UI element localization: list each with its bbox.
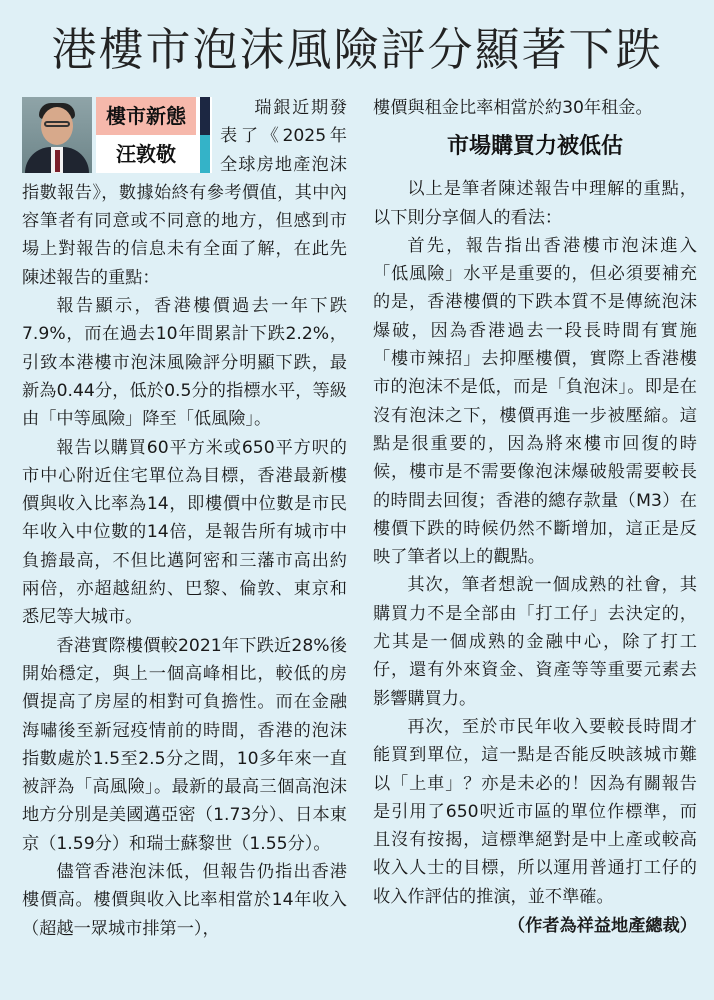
- tag-bar-navy: [200, 97, 210, 135]
- right-column: [373, 94, 697, 940]
- author-name: 汪敦敬: [116, 142, 176, 166]
- paragraph: 香港實際樓價較2021年下跌近28%後開始穩定，與上一個高峰相比，較低的房價提高了房屋的相對可負擔性。而在金融海嘯後至新冠疫情前的時間，香港的泡沫指數處於1.5至2.5分之間，10多年來一直被評為「高風險」。最新的最高三個高泡沫地方分別是美國邁亞密（1.73分）、日本東京（1.59分）和瑞士蘇黎世（1.55分）。: [22, 635, 347, 854]
- paragraph: 報告顯示，香港樓價過去一年下跌7.9%，而在過去10年間累計下跌2.2%，引致本港樓市泡沫風險評分明顯下跌，最新為0.44分，低於0.5分的指標水平，等級由「中等風險」降至「低風險」。: [22, 296, 347, 430]
- author-note: （作者為祥益地產總裁）: [507, 916, 697, 937]
- paragraph: 首先，報告指出香港樓市泡沫進入「低風險」水平是重要的，但必須要補充的是，香港樓價的下跌本質不是傳統泡沫爆破，因為香港過去一段長時間有實施「樓市辣招」去抑壓樓價，實際上香港樓市的泡沫不是低，而是「負泡沫」。即是在沒有泡沫之下，樓價再進一步被壓縮。這點是很重要的，因為將來樓市回復的時候，樓市是不需要像泡沫爆破般需要較長的時間去回復；香港的總存款量（M3）在樓價下跌的時候仍然不斷增加，這正是反映了筆者以上的觀點。: [373, 235, 697, 568]
- author-tie: [55, 150, 60, 172]
- paragraph: 以上是筆者陳述報告中理解的重點，以下則分享個人的看法：: [373, 179, 697, 228]
- paragraph: 瑞銀近期發表了《2025年全球房地產泡沫指數報告》，數據始終有參考價值，其中內容筆者有同意或不同意的地方，但感到市場上對報告的信息未有全面了解，在此先陳述報告的重點：: [22, 98, 347, 288]
- paragraph: 儘管香港泡沫低，但報告仍指出香港樓價高。樓價與收入比率相當於14年收入（超越一眾城市排第一），: [22, 862, 347, 939]
- tag-bar-teal: [200, 135, 210, 173]
- paragraph: 再次，至於市民年收入要較長時間才能買到單位，這一點是否能反映該城市難以「上車」？亦是未必的！因為有關報告是引用了650呎近市區的單位作標準，而且沒有按揭，這標準絕對是中上產或較高收入人士的目標，所以運用普通打工仔的收入作評估的推演，並不準確。: [373, 716, 697, 907]
- subheading: 市場購買力被低估: [446, 134, 623, 160]
- byline-box: [22, 97, 212, 173]
- left-column: [22, 94, 347, 943]
- column-tag: [96, 97, 212, 173]
- paragraph-continuation: 樓價與租金比率相當於約30年租金。: [373, 98, 653, 118]
- author-photo: [22, 97, 92, 173]
- paragraph: 其次，筆者想說一個成熟的社會，其購買力不是全部由「打工仔」去決定的，尤其是一個成熟的金融中心，除了打工仔，還有外來資金、資產等等重要元素去影響購買力。: [373, 575, 697, 709]
- column-name: 樓市新態: [96, 97, 196, 135]
- glasses-icon: [44, 121, 70, 127]
- paragraph: 報告以購買60平方米或650平方呎的市中心附近住宅單位為目標，香港最新樓價與收入比率為14，即樓價中位數是市民年收入中位數的14倍，是報告所有城市中負擔最高，不但比邁阿密和三藩市高出約兩倍，亦超越紐約、巴黎、倫敦、東京和悉尼等大城市。: [22, 437, 347, 628]
- headline: 港樓市泡沫風險評分顯著下跌: [51, 23, 663, 76]
